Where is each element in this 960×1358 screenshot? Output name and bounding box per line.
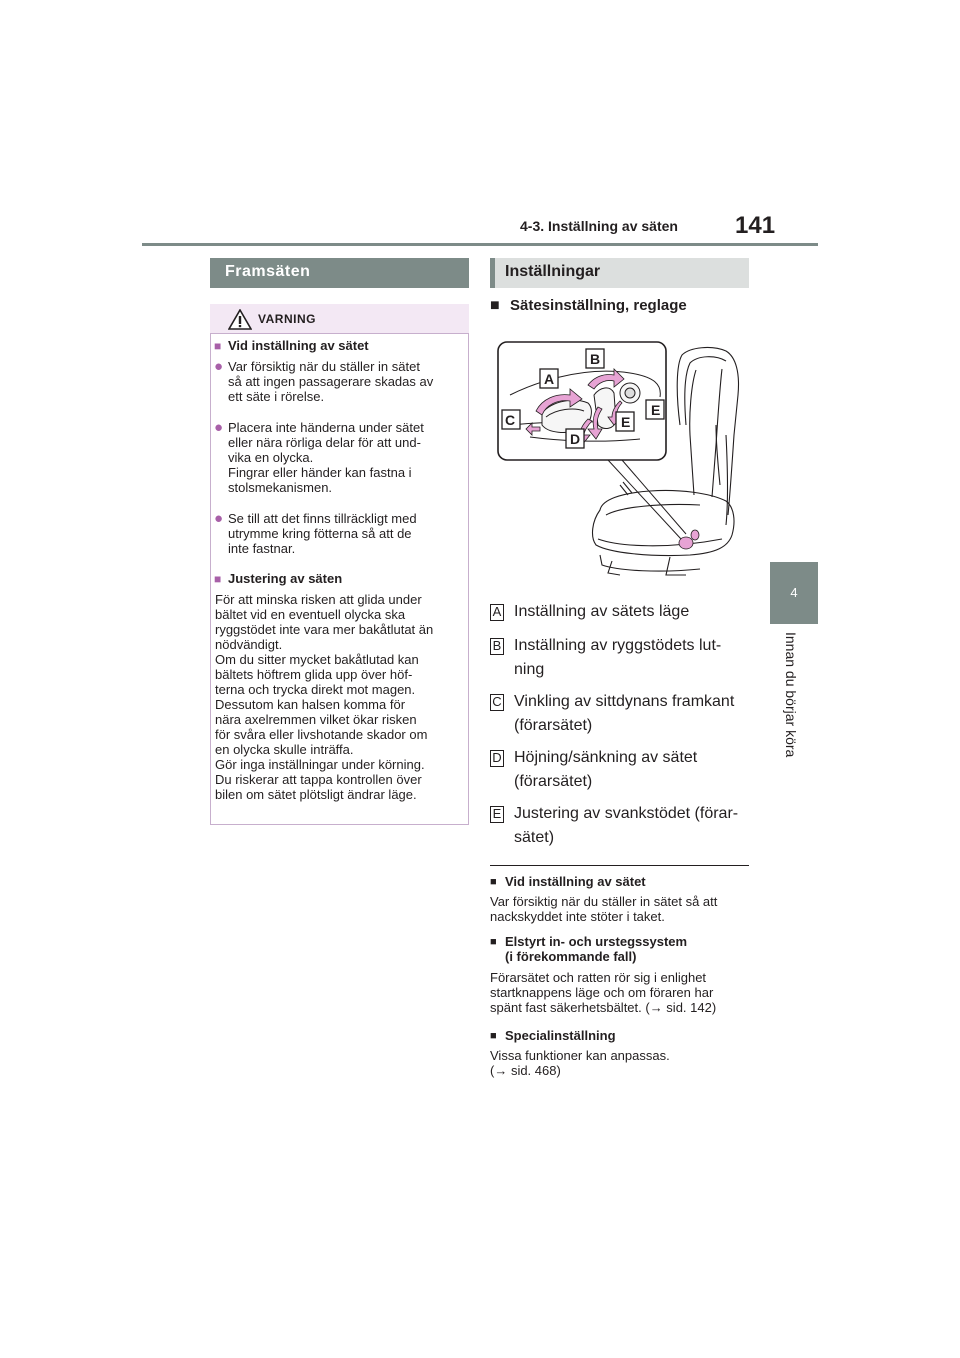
warning-bullet: Se till att det finns tillräckligt med utrymme kring fötterna så att de inte fastnar. (228, 511, 417, 556)
divider (490, 865, 749, 866)
warning-bullet: Placera inte händerna under sätet eller nära rörliga delar för att und- vika en olycka. Fingrar eller händer kan fastna i stolsmekanismen. (228, 420, 424, 495)
warning-subtitle: Justering av säten (228, 571, 343, 586)
note-text: Var försiktig när du ställer in sätet så att nackskyddet inte stöter i taket. (490, 894, 718, 924)
item-text: Justering av svankstödet (förar- sätet) (514, 805, 739, 846)
round-bullet-icon: ● (214, 419, 224, 436)
chapter-tab-divider (770, 622, 818, 624)
chapter-tab-title: Innan du börjar köra (783, 632, 799, 758)
figure-label-e: E (621, 414, 631, 430)
round-bullet-icon: ● (214, 358, 224, 375)
item-letter: A (490, 604, 504, 621)
note-text: Förarsätet och ratten rör sig i enlighet startknappens läge och om föraren har spänt fast säkerhetsbältet. (→ sid. 142) (490, 970, 717, 1015)
square-bullet-icon: ■ (214, 572, 222, 586)
item-letter: E (490, 806, 504, 823)
note-title: Specialinställning (505, 1028, 616, 1043)
chapter-tab-number: 4 (770, 562, 818, 622)
item-text: Inställning av sätets läge (514, 603, 690, 620)
square-bullet-icon: ■ (490, 936, 497, 948)
warning-bullet: Var försiktig när du ställer in sätet så att ingen passagerare skadas av ett säte i rörelse. (228, 359, 434, 404)
note-title: Vid inställning av sätet (505, 874, 646, 889)
note-title: Elstyrt in- och urstegssystem (i förekommande fall) (505, 934, 688, 964)
warning-icon (228, 309, 252, 330)
figure-label-d: D (570, 431, 581, 447)
heading-accent-bar (490, 258, 495, 288)
warning-paragraph: För att minska risken att glida under bältet vid en eventuell olycka ska ryggstödet inte vara mer bakåtlutat än nödvändigt. Om du sitter mycket bakåtlutad kan bältets höftrem glida upp över höf- terna och trycka direkt mot magen. Dessutom kan halsen komma för nära axelremmen vilket ökar risken för svåra eller livshotande skador om en olycka skulle inträffa. Gör inga inställningar under körning. Du riskerar att tappa kontrollen över bilen om sätet plötsligt ändrar läge. (215, 592, 434, 802)
item-text: Inställning av ryggstödets lut- ning (514, 637, 722, 678)
square-bullet-icon: ■ (214, 339, 222, 353)
note-text: Vissa funktioner kan anpassas. (→ sid. 468) (490, 1048, 670, 1078)
round-bullet-icon: ● (214, 510, 224, 527)
figure-label-b: B (590, 351, 601, 367)
figure-label-a: A (544, 371, 555, 387)
page-number: 141 (735, 212, 776, 239)
section-title: 4-3. Inställning av säten (520, 218, 678, 234)
warning-subtitle: Vid inställning av sätet (228, 338, 369, 353)
item-letter: D (490, 750, 504, 767)
heading-text: Inställningar (505, 263, 601, 280)
chapter-tab (783, 632, 803, 782)
item-text: Vinkling av sittdynans framkant (förarsätet) (514, 693, 735, 734)
header-rule (142, 243, 818, 246)
section-heading-framsaten: Framsäten (210, 258, 469, 288)
item-letter: B (490, 638, 504, 655)
square-bullet-icon: ■ (490, 1030, 497, 1042)
figure-label-c: C (505, 412, 516, 428)
item-letter: C (490, 694, 504, 711)
figure-label-e: E (651, 402, 661, 418)
warning-label: VARNING (258, 312, 316, 326)
square-bullet-icon: ■ (490, 876, 497, 888)
seat-controls-illustration (490, 325, 750, 587)
square-bullet-icon: ■ (490, 297, 500, 314)
section-heading-installningar (490, 258, 749, 288)
item-text: Höjning/sänkning av sätet (förarsätet) (514, 749, 698, 790)
subheading: Sätesinställning, reglage (510, 297, 687, 314)
